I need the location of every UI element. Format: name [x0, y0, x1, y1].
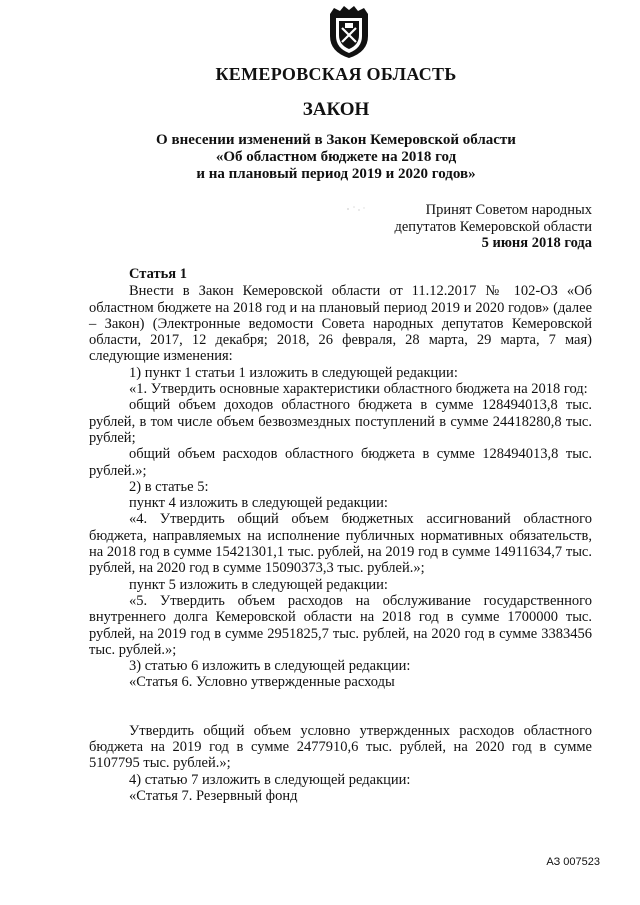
scan-noise [345, 203, 367, 215]
article-heading: Статья 1 [129, 266, 187, 282]
adoption-line: Принят Советом народных [425, 202, 592, 218]
spacer [89, 691, 592, 723]
law-title-line: и на плановый период 2019 и 2020 годов» [196, 166, 476, 182]
paragraph: пункт 5 изложить в следующей редакции: [129, 576, 388, 593]
adoption-block [394, 202, 592, 252]
paragraph: 1) пункт 1 статьи 1 изложить в следующей редакции: [129, 364, 458, 381]
paragraph: 3) статью 6 изложить в следующей редакции: [129, 658, 411, 675]
adoption-date: 5 июня 2018 года [481, 235, 592, 251]
serial-number: АЗ 007523 [546, 856, 600, 868]
paragraph: общий объем доходов областного бюджета в сумме 128494013,8 тыс. рублей, в том числе объем безвозмездных поступлений в сумме 24418280,8 тыс. рублей; [89, 397, 592, 446]
paragraph: пункт 4 изложить в следующей редакции: [129, 495, 388, 512]
document-type-heading: ЗАКОН [302, 99, 370, 120]
paragraph: «1. Утвердить основные характеристики областного бюджета на 2018 год: [129, 381, 588, 398]
paragraph: «5. Утвердить объем расходов на обслуживание государственного внутреннего долга Кемеровской области на 2018 год в сумме 1700000 тыс. рублей, на 2019 год в сумме 2951825,7 тыс. рублей, на 2020 год в сумме 3383456 тыс. рублей.»; [89, 592, 592, 658]
paragraph: «4. Утвердить общий объем бюджетных ассигнований областного бюджета, направляемых на исполнение публичных нормативных обязательств, на 2018 год в сумме 15421301,1 тыс. рублей, на 2019 год в сумме 14911634,7 тыс. рублей, на 2020 год в сумме 15090373,3 тыс. рублей.»; [89, 511, 592, 577]
paragraph: общий объем расходов областного бюджета в сумме 128494013,8 тыс. рублей.»; [89, 446, 592, 479]
document-body [89, 266, 592, 804]
paragraph: 2) в статье 5: [129, 478, 209, 495]
adoption-line: депутатов Кемеровской области [394, 218, 592, 235]
law-title [0, 132, 640, 183]
paragraph: Утвердить общий объем условно утвержденных расходов областного бюджета на 2019 год в сумме 2477910,6 тыс. рублей, на 2020 год в сумме 5107795 тыс. рублей.»; [89, 722, 592, 772]
paragraph: 4) статью 7 изложить в следующей редакции: [129, 771, 411, 788]
region-heading: КЕМЕРОВСКАЯ ОБЛАСТЬ [215, 64, 457, 84]
paragraph: «Статья 7. Резервный фонд [129, 787, 298, 804]
law-title-line: О внесении изменений в Закон Кемеровской области [156, 132, 516, 148]
paragraph: Внести в Закон Кемеровской области от 11.12.2017 № 102-ОЗ «Об областном бюджете на 2018 год и на плановый период 2019 и 2020 годов» (далее – Закон) (Электронные ведомости Совета народных депутатов Кемеровской области, 2017, 12 декабря; 2018, 26 февраля, 28 марта, 29 марта, 7 мая) следующие изменения: [89, 283, 592, 365]
paragraph: «Статья 6. Условно утвержденные расходы [129, 674, 395, 691]
coat-of-arms-emblem [326, 4, 372, 60]
law-title-line: «Об областном бюджете на 2018 год [215, 149, 457, 165]
